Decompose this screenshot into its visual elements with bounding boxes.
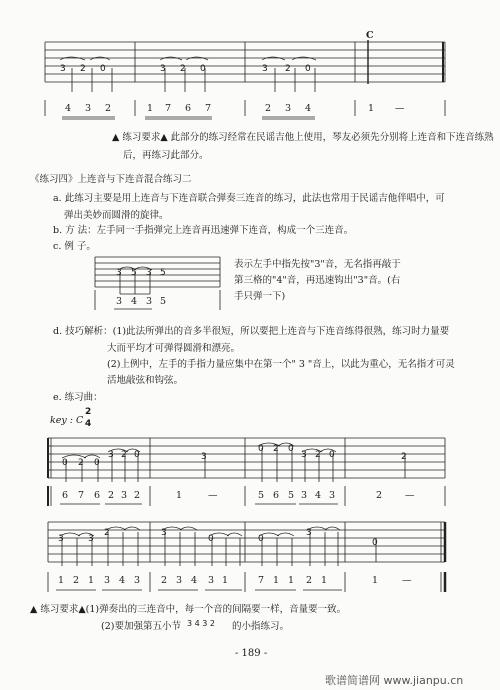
tab-digit: 0	[305, 64, 311, 74]
time-signature-top: 2	[85, 407, 92, 417]
tab-digit: 0	[288, 444, 294, 454]
practice-requirement-bottom: ▲ 练习要求▲(1)弹奏出的三连音中，每一个音的间隔要一样，音量要一致。	[30, 604, 347, 615]
jianpu-note: 3	[285, 103, 292, 114]
jianpu-note: 3	[301, 490, 308, 501]
jianpu-barlines-2	[0, 484, 500, 514]
jianpu-note: 1	[372, 575, 379, 586]
tab-digit: 3	[306, 528, 312, 538]
jianpu-note: 2	[376, 490, 383, 501]
example-jianpu-lines	[90, 288, 230, 318]
tab-digit: 0	[208, 534, 214, 544]
inline-notation: 3 4 3 2	[187, 619, 215, 628]
jianpu-note: 5	[258, 490, 265, 501]
tab-digit: 0	[258, 444, 264, 454]
jianpu-note: 2	[161, 575, 168, 586]
item-a-line2: 弹出美妙而圆滑的旋律。	[64, 210, 169, 221]
watermark: 歌谱简谱网 www.jianpu.cn	[325, 674, 464, 687]
tab-digit: 0	[100, 64, 106, 74]
jianpu-note: 1	[88, 575, 95, 586]
practice-requirement-bottom-2a: (2)要加强第五小节	[101, 621, 181, 632]
jianpu-note: 1	[321, 575, 328, 586]
jianpu-note: 6	[94, 490, 101, 501]
jianpu-barlines-top	[0, 98, 500, 128]
tab-digit: 2	[180, 64, 186, 74]
chord-label: C	[366, 30, 374, 41]
jianpu-note: 2	[105, 103, 112, 114]
jianpu-dash: —	[208, 490, 218, 501]
jianpu-note: 4	[191, 575, 198, 586]
tab-digit: 0	[372, 538, 378, 548]
jianpu-note: 3	[208, 575, 215, 586]
jianpu-note: 1	[147, 103, 154, 114]
jianpu-note: 3	[85, 103, 92, 114]
tab-digit: 0	[200, 64, 206, 74]
tab-digit: 0	[134, 450, 140, 460]
practice-requirement-top: ▲ 练习要求▲ 此部分的练习经常在民谣吉他上使用，琴友必须先分别将上连音和下连音练熟	[112, 132, 494, 143]
tab-digit: 2	[121, 450, 127, 460]
jianpu-note: 7	[258, 575, 265, 586]
jianpu-note: 2	[306, 575, 313, 586]
tab-digit: 2	[80, 64, 86, 74]
item-d-line3: (2)上例中，左手的手指力量应集中在第一个" 3 "音上，以此为重心，无名指才可灵	[107, 359, 455, 370]
item-d-line2: 大而平均才可弹得圆滑和漂亮。	[107, 343, 241, 354]
key-signature: key : C	[50, 415, 84, 426]
jianpu-note: 5	[160, 296, 167, 307]
example-explanation: 表示左手中指先按"3"音，无名指再敲于 第三格的"4"音，再迅速钩出"3"音。(右 手只弹一下)	[234, 259, 401, 302]
tab-digit: 3	[60, 64, 66, 74]
jianpu-barlines-3	[0, 570, 500, 602]
item-d-line4: 活地敲弦和钩弦。	[107, 375, 184, 386]
jianpu-dash: —	[405, 490, 415, 501]
jianpu-note: 2	[108, 490, 115, 501]
item-a-line1: a. 此练习主要是用上连音与下连音联合弹奏三连音的练习，此法也常用于民谣吉他伴唱中，可	[53, 193, 445, 204]
item-e: e. 练习曲：	[53, 392, 103, 403]
tab-digit: 3	[262, 64, 268, 74]
tab-digit: 3	[58, 534, 64, 544]
jianpu-note: 3	[116, 296, 123, 307]
jianpu-note: 2	[265, 103, 272, 114]
jianpu-note: 3	[104, 575, 111, 586]
jianpu-note: 4	[305, 103, 312, 114]
item-d-line1: d. 技巧解析：(1)此法所弹出的音多半很短，所以要把上连音与下连音练得很熟，练习时力量要	[53, 326, 450, 337]
tab-digit: 0	[258, 534, 264, 544]
page-number: - 189 -	[235, 648, 268, 659]
tab-digit: 2	[273, 444, 279, 454]
section-title: 《练习四》上连音与下连音混合练习二	[30, 174, 192, 185]
jianpu-note: 3	[329, 490, 336, 501]
jianpu-note: 1	[58, 575, 65, 586]
jianpu-note: 4	[131, 296, 138, 307]
tab-digit: 2	[104, 528, 110, 538]
jianpu-note: 6	[62, 490, 69, 501]
tab-digit: 3	[301, 450, 307, 460]
tab-digit: 3	[161, 528, 167, 538]
jianpu-dash: —	[402, 575, 412, 586]
tab-digit: 3	[116, 268, 122, 278]
tab-digit: 2	[401, 452, 407, 462]
jianpu-note: 4	[315, 490, 322, 501]
tab-digit: 2	[315, 450, 321, 460]
jianpu-note: 4	[119, 575, 126, 586]
tab-digit: 0	[94, 458, 100, 468]
jianpu-note: 3	[121, 490, 128, 501]
jianpu-note: 6	[273, 490, 280, 501]
jianpu-note: 3	[146, 296, 153, 307]
jianpu-note: 2	[134, 490, 141, 501]
jianpu-note: 4	[65, 103, 72, 114]
item-b: b. 方 法：左手同一手指弹完上连音再迅速弹下连音，构成一个三连音。	[53, 225, 354, 236]
jianpu-note: 2	[73, 575, 80, 586]
jianpu-note: 5	[288, 490, 295, 501]
tab-digit: 2	[285, 64, 291, 74]
tab-digit: 0	[62, 458, 68, 468]
tab-digit: 0	[329, 450, 335, 460]
jianpu-note: 7	[165, 103, 172, 114]
tab-digit: 3	[201, 452, 207, 462]
jianpu-note: 7	[78, 490, 85, 501]
jianpu-note: 3	[134, 575, 141, 586]
tab-digit: 3	[108, 450, 114, 460]
practice-requirement-bottom-2b: 的小指练习。	[232, 621, 290, 632]
jianpu-note: 6	[185, 103, 192, 114]
jianpu-dash: —	[395, 103, 405, 114]
practice-requirement-top-2: 后，再练习此部分。	[123, 150, 209, 161]
jianpu-note: 1	[176, 490, 183, 501]
tab-digit: 3	[160, 64, 166, 74]
tab-digit: 5	[131, 268, 137, 278]
jianpu-note: 1	[288, 575, 295, 586]
jianpu-note: 7	[205, 103, 212, 114]
tab-digit: 5	[160, 268, 166, 278]
time-signature-bottom: 4	[85, 419, 92, 429]
jianpu-note: 1	[273, 575, 280, 586]
jianpu-note: 1	[222, 575, 229, 586]
item-c: c. 例 子。	[53, 241, 96, 252]
jianpu-note: 1	[368, 103, 375, 114]
tab-digit: 3	[146, 268, 152, 278]
tab-digit: 2	[78, 458, 84, 468]
tab-digit: 3	[88, 534, 94, 544]
jianpu-note: 3	[176, 575, 183, 586]
